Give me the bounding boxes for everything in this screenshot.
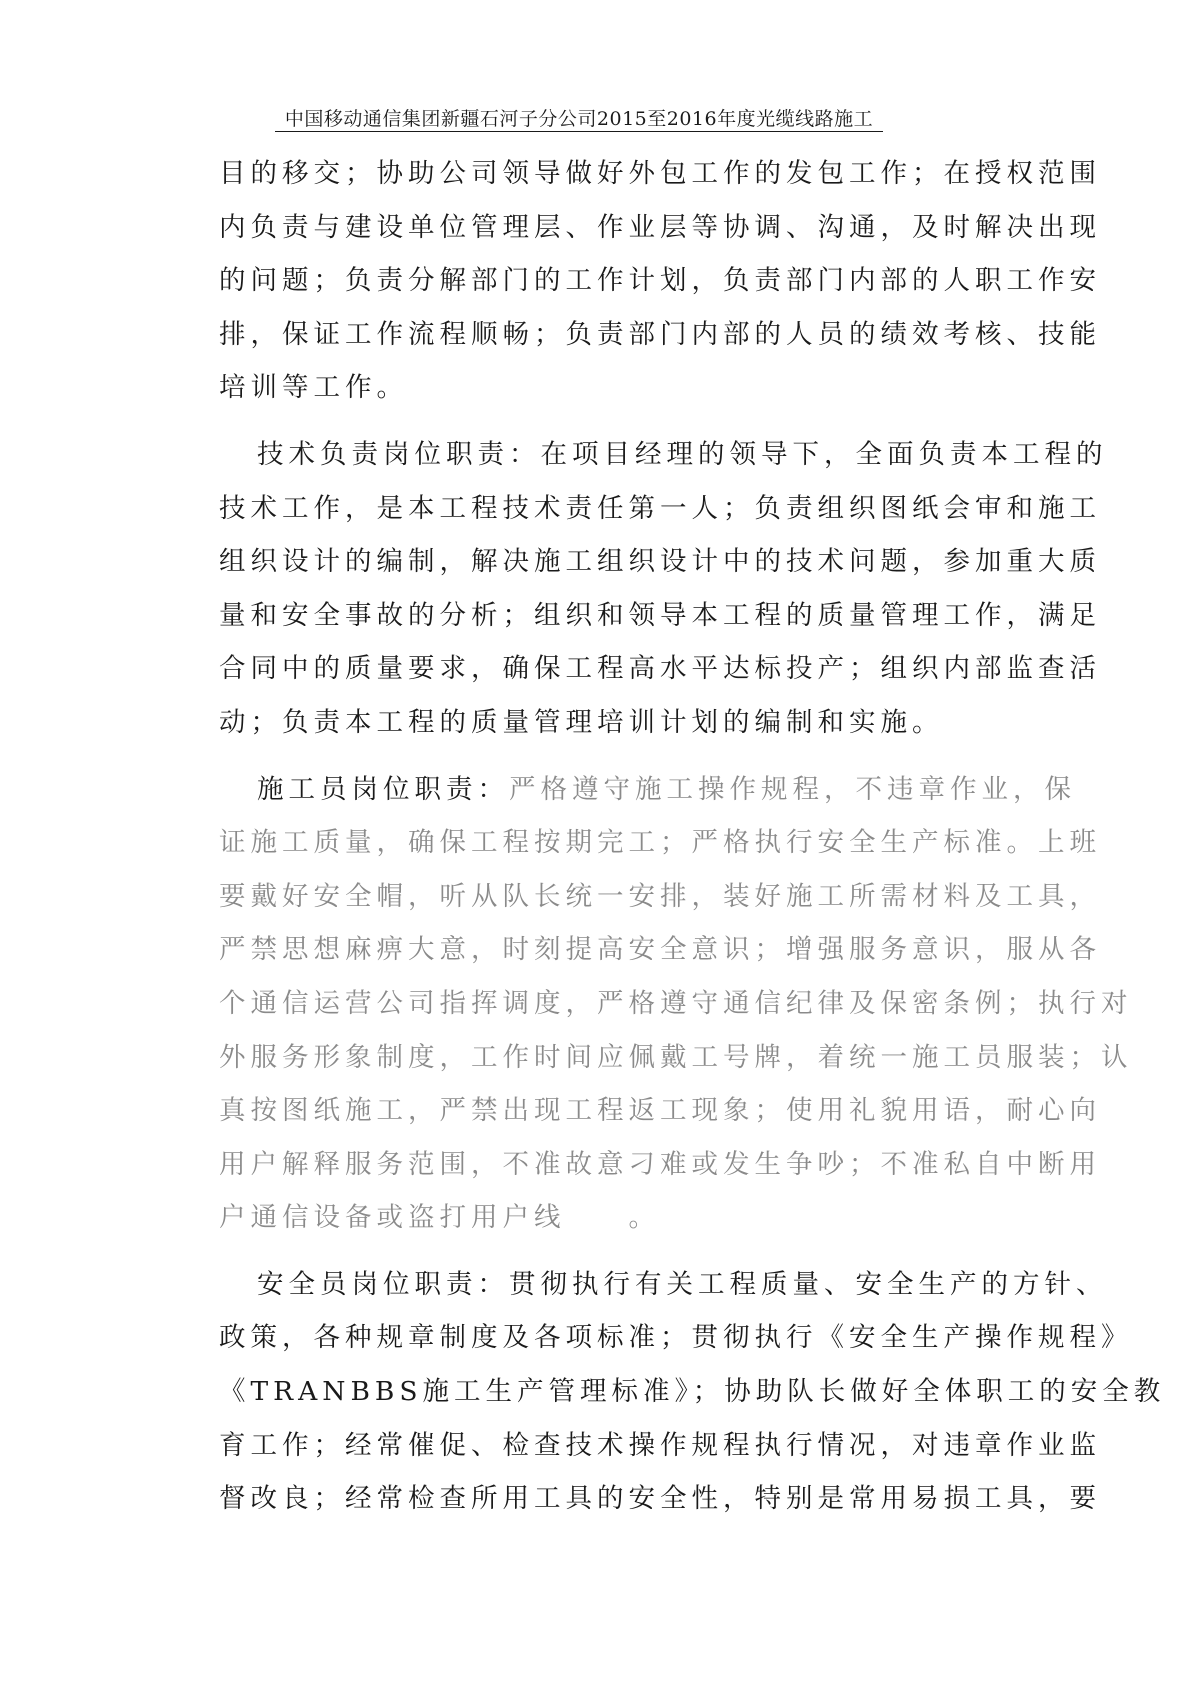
text-line: 真按图纸施工，严禁出现工程返工现象；使用礼貌用语，耐心向 xyxy=(219,1095,1101,1127)
text-line: 目的移交；协助公司领导做好外包工作的发包工作；在授权范围 xyxy=(219,158,1101,189)
document-body xyxy=(219,147,1166,1526)
paragraph-construction-worker xyxy=(219,763,1133,1245)
text-line: 的问题；负责分解部门的工作计划，负责部门内部的人职工作安 xyxy=(219,265,1101,297)
text-line: 培训等工作。 xyxy=(219,372,408,404)
text-line: 户通信设备或盗打用户线 。 xyxy=(219,1202,660,1234)
paragraph-continuation xyxy=(219,147,1101,415)
text-line: 严禁思想麻痹大意，时刻提高安全意识；增强服务意识，服从各 xyxy=(219,934,1101,966)
text-line: 要戴好安全帽，听从队长统一安排，装好施工所需材料及工具， xyxy=(219,880,1101,912)
text-line: 排，保证工作流程顺畅；负责部门内部的人员的绩效考核、技能 xyxy=(219,318,1101,350)
paragraph-safety-officer xyxy=(219,1258,1166,1526)
text-line: 合同中的质量要求，确保工程高水平达标投产；组织内部监查活 xyxy=(219,653,1101,685)
text-line: 个通信运营公司指挥调度，严格遵守通信纪律及保密条例；执行对 xyxy=(219,987,1133,1019)
text-line: 督改良；经常检查所用工具的安全性，特别是常用易损工具，要 xyxy=(219,1483,1101,1515)
text-line: 证施工质量，确保工程按期完工；严格执行安全生产标准。上班 xyxy=(219,827,1101,859)
text-line: 组织设计的编制，解决施工组织设计中的技术问题，参加重大质 xyxy=(219,546,1101,578)
text-line: 量和安全事故的分析；组织和领导本工程的质量管理工作，满足 xyxy=(219,599,1101,631)
text-line: 安全员岗位职责：贯彻执行有关工程质量、安全生产的方针、 xyxy=(257,1268,1108,1300)
paragraph-technical-lead xyxy=(219,428,1108,750)
text-line: 内负责与建设单位管理层、作业层等协调、沟通，及时解决出现 xyxy=(219,211,1101,243)
text-line: 技术工作，是本工程技术责任第一人；负责组织图纸会审和施工 xyxy=(219,492,1101,524)
text-line: 外服务形象制度，工作时间应佩戴工号牌，着统一施工员服装；认 xyxy=(219,1041,1133,1073)
text-line: 《TRANBBS施工生产管理标准》；协助队长做好全体职工的安全教 xyxy=(219,1376,1166,1408)
paragraph-lead: 施工员岗位职责： xyxy=(257,773,509,805)
text-line: 动；负责本工程的质量管理培训计划的编制和实施。 xyxy=(219,706,944,738)
text-line: 育工作；经常催促、检查技术操作规程执行情况，对违章作业监 xyxy=(219,1429,1101,1461)
page-header xyxy=(219,106,939,132)
text-line: 用户解释服务范围，不准故意刁难或发生争吵；不准私自中断用 xyxy=(219,1148,1101,1180)
text-line: 技术负责岗位职责：在项目经理的领导下，全面负责本工程的 xyxy=(257,438,1108,470)
text-line: 政策，各种规章制度及各项标准；贯彻执行《安全生产操作规程》 xyxy=(219,1322,1133,1354)
header-title: 中国移动通信集团新疆石河子分公司2015至2016年度光缆线路施工 xyxy=(275,108,883,132)
text-line xyxy=(219,763,1076,817)
text-line-rest: 严格遵守施工操作规程，不违章作业，保 xyxy=(509,773,1076,805)
